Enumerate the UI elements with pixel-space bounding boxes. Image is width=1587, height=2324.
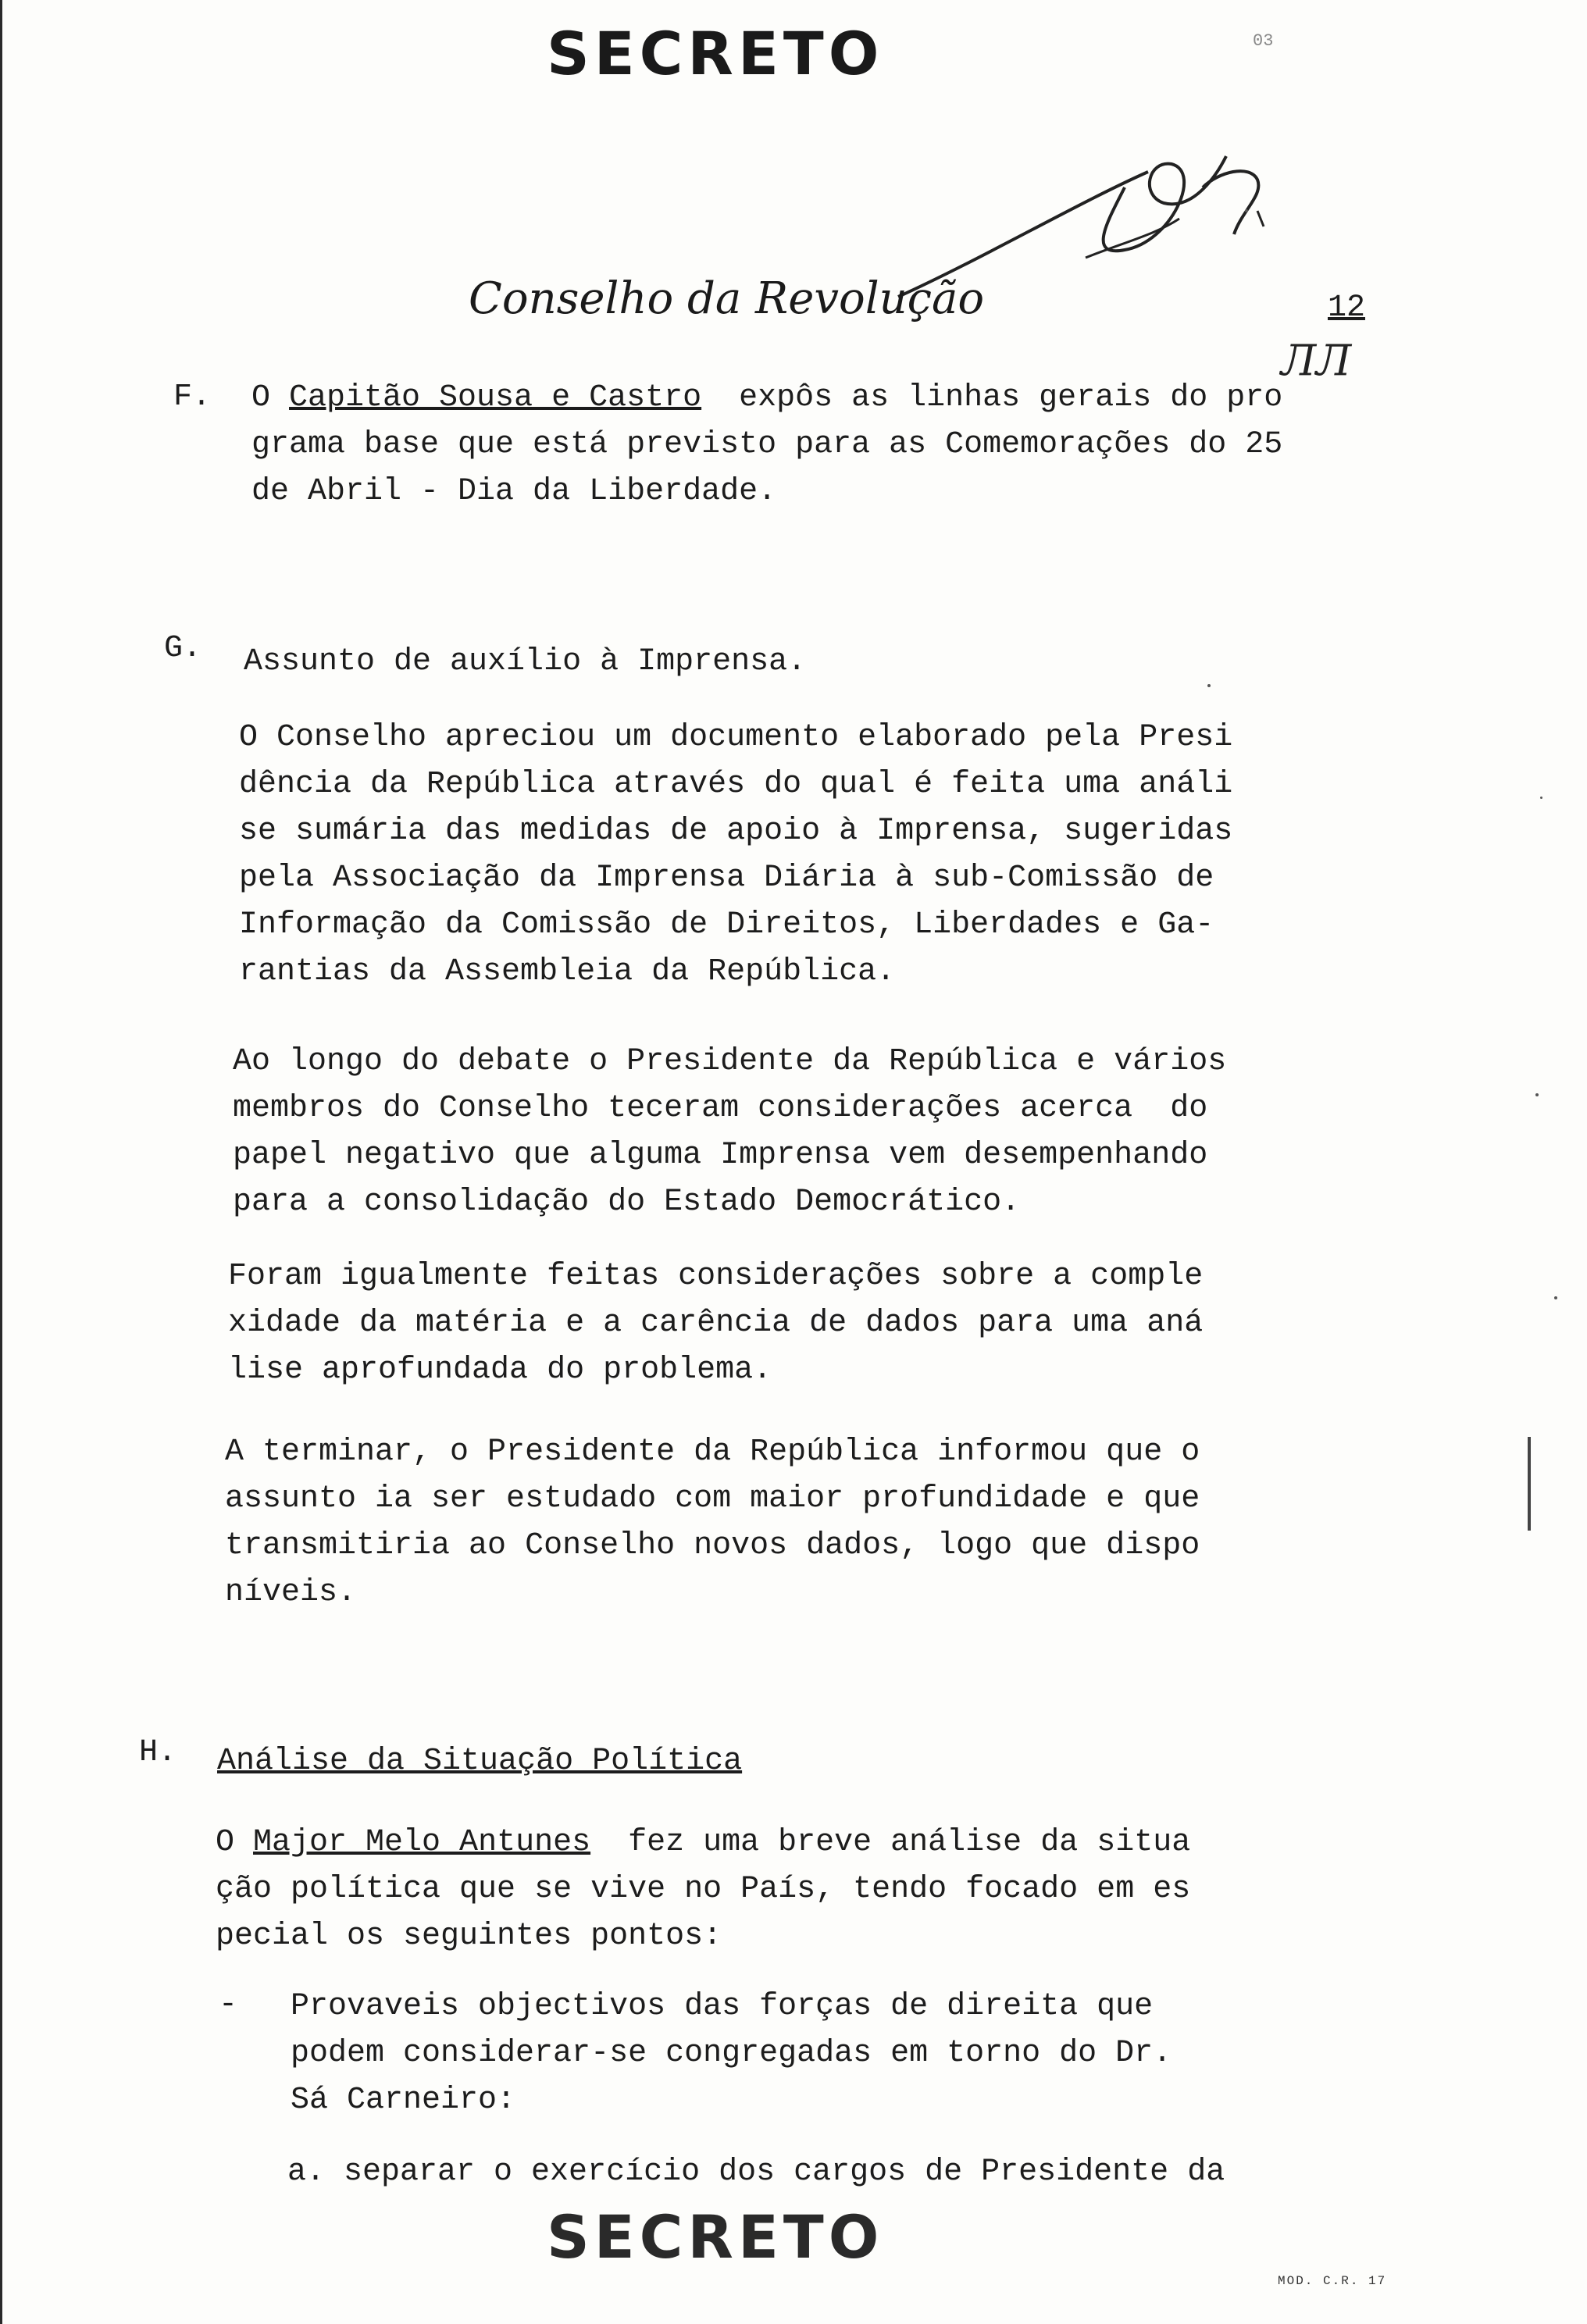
text-line: rantias da Assembleia da República. [239,954,896,989]
section-g-paragraph-3 [228,1253,1203,1394]
bullet-dash: - [219,1987,238,2023]
text-line: dência da República através do qual é feita uma análi [239,767,1233,802]
corner-mark: 03 [1253,31,1274,51]
section-h-item-a: a. separar o exercício dos cargos de Presidente da [287,2155,1225,2190]
scan-speck [1554,1296,1557,1299]
text-line: se sumária das medidas de apoio à Imprensa, sugeridas [239,814,1233,849]
text-line: A terminar, o Presidente da República informou que o [225,1435,1200,1470]
text-line: pela Associação da Imprensa Diária à sub-Comissão de [239,861,1214,896]
letterhead-title: Conselho da Revolução [469,273,985,324]
scan-artifact [1528,1437,1531,1531]
speaker-sousa-e-castro: Capitão Sousa e Castro [289,380,702,415]
handwritten-initials: ЛЛ [1281,336,1352,385]
scan-speck [1535,1093,1539,1096]
section-g-paragraph-1 [239,715,1232,996]
text-line: Sá Carneiro: [291,2083,516,2118]
section-f-line-3: de Abril - Dia da Liberdade. [251,474,777,509]
text-line: papel negativo que alguma Imprensa vem desempenhando [233,1138,1208,1173]
section-h-line-1: O Major Melo Antunes fez uma breve análise da situa [216,1825,1191,1860]
text-line: Provaveis objectivos das forças de direita que [291,1989,1154,2024]
section-h-bullet [291,1984,1172,2124]
speaker-melo-antunes: Major Melo Antunes [253,1825,591,1860]
classification-stamp-bottom: SECRETO [547,2202,884,2272]
form-code: MOD. C.R. 17 [1278,2274,1387,2288]
scan-speck [1207,684,1211,687]
section-letter-h: H. [139,1735,177,1770]
page-edge-line [0,0,2,2324]
text-line: para a consolidação do Estado Democrático. [233,1185,1021,1220]
text-line: Foram igualmente feitas considerações sobre a comple [228,1259,1204,1294]
section-f-body [251,375,1282,515]
classification-stamp-top: SECRETO [547,19,884,88]
section-g-title: Assunto de auxílio à Imprensa. [244,644,807,679]
section-f-line-1: O Capitão Sousa e Castro expôs as linhas gerais do pro [251,380,1283,415]
text-line: membros do Conselho teceram considerações acerca do [233,1091,1208,1126]
section-h-line-3: pecial os seguintes pontos: [216,1919,722,1954]
text-line: níveis. [225,1575,357,1610]
section-h-title: Análise da Situação Política [217,1744,743,1779]
section-h-intro [216,1820,1190,1960]
section-g-paragraph-4 [225,1429,1200,1616]
section-letter-g: G. [164,631,202,666]
scan-speck [1540,797,1542,799]
text-line: transmitiria ao Conselho novos dados, logo que dispo [225,1528,1200,1563]
text-line: podem considerar-se congregadas em torno do Dr. [291,2036,1172,2071]
text-line: O Conselho apreciou um documento elaborado pela Presi [239,720,1233,755]
section-g-paragraph-2 [233,1039,1226,1226]
page-number: 12 [1328,290,1366,326]
scan-speck [1245,209,1248,212]
text-line: assunto ia ser estudado com maior profundidade e que [225,1481,1200,1517]
text-line: Informação da Comissão de Direitos, Liberdades e Ga- [239,907,1214,943]
text-line: Ao longo do debate o Presidente da República e vários [233,1044,1227,1079]
text-line: lise aprofundada do problema. [228,1353,772,1388]
section-h-line-2: ção política que se vive no País, tendo focado em es [216,1872,1191,1907]
text-line: xidade da matéria e a carência de dados para uma aná [228,1306,1204,1341]
section-f-line-2: grama base que está previsto para as Comemorações do 25 [251,427,1283,462]
section-letter-f: F. [173,380,212,415]
